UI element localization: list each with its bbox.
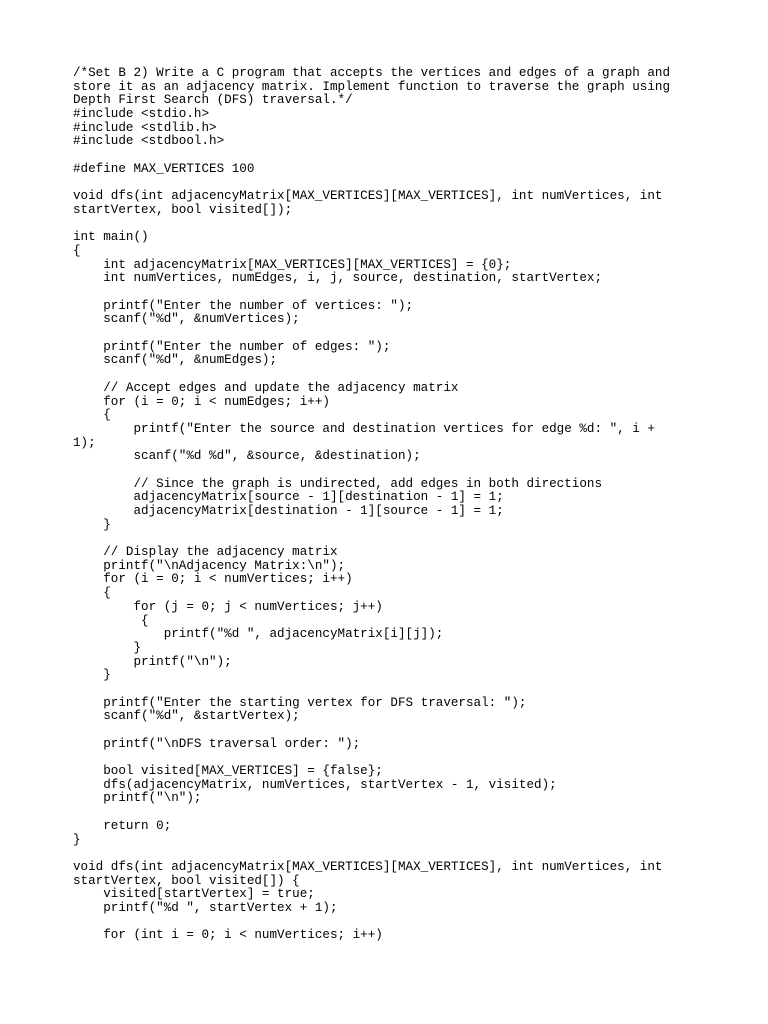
code-line: #include <stdlib.h> — [73, 120, 217, 135]
code-line: } — [73, 668, 111, 683]
code-line: 1); — [73, 435, 96, 450]
code-line: return 0; — [73, 818, 172, 833]
code-line: int main() — [73, 230, 149, 245]
code-line: { — [73, 243, 81, 258]
code-line: dfs(adjacencyMatrix, numVertices, startVertex - 1, visited); — [73, 777, 557, 792]
code-line: for (i = 0; i < numEdges; i++) — [73, 394, 330, 409]
code-line: adjacencyMatrix[destination - 1][source - 1] = 1; — [73, 504, 504, 518]
code-line: scanf("%d", &numVertices); — [73, 312, 300, 327]
code-line: Depth First Search (DFS) traversal.*/ — [73, 93, 353, 108]
code-line: printf("\nDFS traversal order: "); — [73, 736, 361, 751]
code-line — [73, 847, 733, 861]
code-line — [73, 683, 733, 697]
code-line: printf("\n"); — [73, 791, 202, 806]
code-line: { — [73, 408, 111, 423]
code-line: store it as an adjacency matrix. Implement function to traverse the graph using — [73, 79, 671, 94]
code-line: printf("\nAdjacency Matrix:\n"); — [73, 558, 346, 573]
code-line: printf("Enter the starting vertex for DFS traversal: "); — [73, 695, 527, 710]
code-line — [73, 532, 733, 546]
code-line: int adjacencyMatrix[MAX_VERTICES][MAX_VERTICES] = {0}; — [73, 257, 512, 272]
code-line: int numVertices, numEdges, i, j, source, destination, startVertex; — [73, 271, 603, 286]
code-line: } — [73, 640, 142, 655]
code-line — [73, 286, 733, 300]
code-line: printf("Enter the number of edges: "); — [73, 339, 391, 354]
code-line: { — [73, 613, 149, 628]
code-line — [73, 368, 733, 382]
code-line: printf("\n"); — [73, 654, 232, 669]
code-line: { — [73, 586, 111, 601]
code-line: for (int i = 0; i < numVertices; i++) — [73, 928, 383, 943]
code-line: startVertex, bool visited[]) { — [73, 873, 300, 888]
code-line: for (i = 0; i < numVertices; i++) — [73, 572, 353, 587]
code-line — [73, 751, 733, 765]
code-line: #include <stdio.h> — [73, 107, 210, 122]
code-line: scanf("%d", &numEdges); — [73, 353, 278, 368]
code-line: for (j = 0; j < numVertices; j++) — [73, 599, 383, 614]
code-line: /*Set B 2) Write a C program that accepts the vertices and edges of a graph and — [73, 66, 671, 80]
code-line: // Accept edges and update the adjacency matrix — [73, 380, 459, 395]
code-line: scanf("%d %d", &source, &destination); — [73, 449, 421, 464]
code-line: printf("Enter the source and destination vertices for edge %d: ", i + — [73, 421, 655, 436]
code-line — [73, 149, 733, 163]
code-line — [73, 218, 733, 232]
code-line: void dfs(int adjacencyMatrix[MAX_VERTICES][MAX_VERTICES], int numVertices, int — [73, 189, 663, 204]
code-line: printf("%d ", adjacencyMatrix[i][j]); — [73, 627, 444, 642]
code-listing — [73, 67, 733, 943]
code-line — [73, 327, 733, 341]
code-line: startVertex, bool visited[]); — [73, 202, 293, 217]
code-line: // Display the adjacency matrix — [73, 545, 338, 560]
code-line: } — [73, 832, 81, 847]
code-line: // Since the graph is undirected, add edges in both directions — [73, 476, 603, 491]
code-line: #include <stdbool.h> — [73, 134, 225, 149]
code-line: printf("%d ", startVertex + 1); — [73, 900, 338, 915]
code-line: } — [73, 517, 111, 532]
code-line: adjacencyMatrix[source - 1][destination - 1] = 1; — [73, 490, 504, 505]
code-line: bool visited[MAX_VERTICES] = {false}; — [73, 764, 383, 779]
code-line: scanf("%d", &startVertex); — [73, 709, 300, 724]
code-line — [73, 806, 733, 820]
code-line: printf("Enter the number of vertices: "); — [73, 298, 414, 313]
code-line — [73, 464, 733, 478]
code-line — [73, 724, 733, 738]
code-line: #define MAX_VERTICES 100 — [73, 161, 255, 176]
code-line — [73, 916, 733, 930]
code-line: void dfs(int adjacencyMatrix[MAX_VERTICES][MAX_VERTICES], int numVertices, int — [73, 859, 663, 874]
code-line: visited[startVertex] = true; — [73, 887, 315, 902]
code-line — [73, 177, 733, 191]
